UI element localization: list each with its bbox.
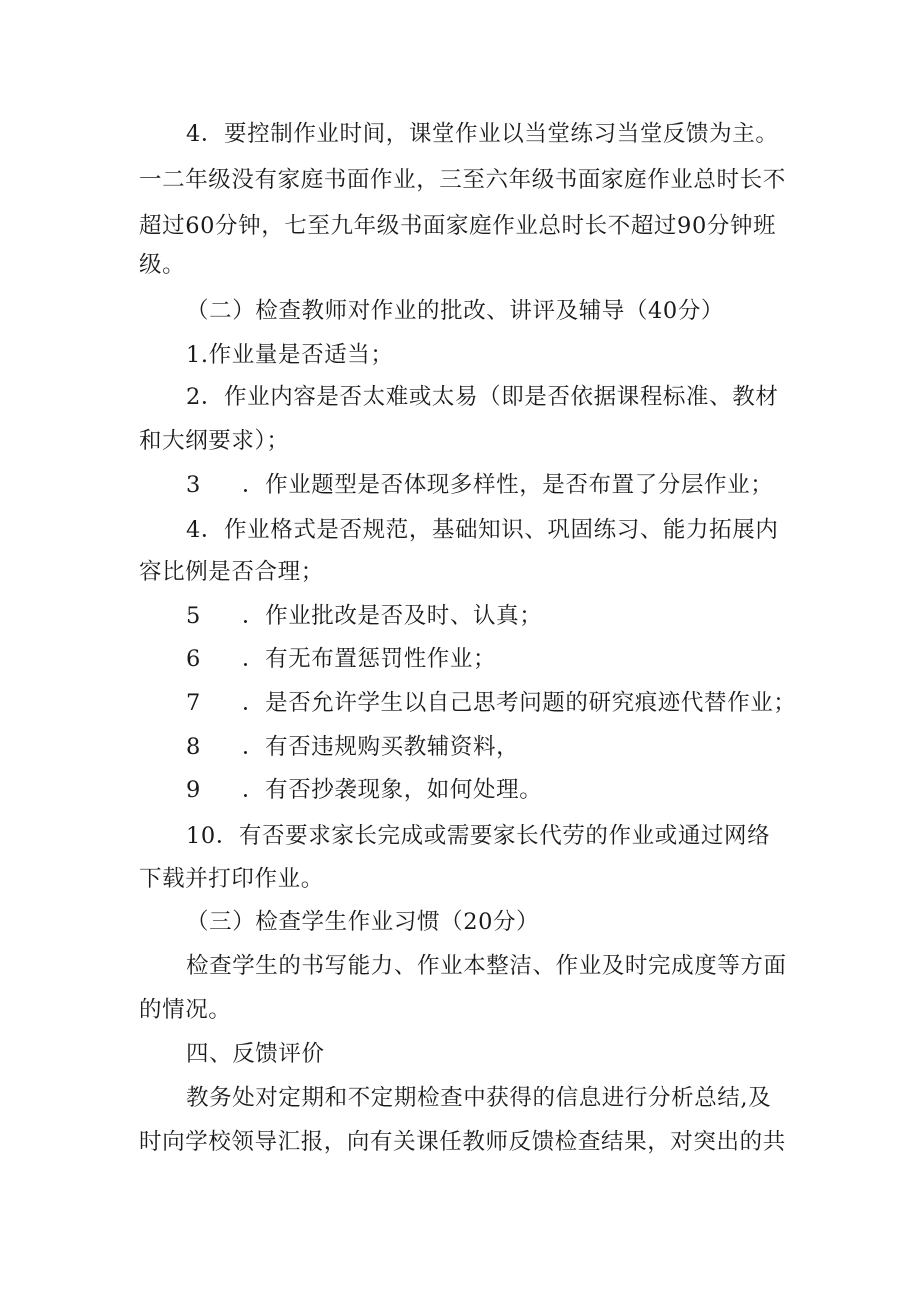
- section2-item3: [186, 470, 773, 500]
- item-text: ．作业题型是否体现多样性，是否布置了分层作业；: [242, 472, 774, 498]
- section2-item4-line1: 4．作业格式是否规范，基础知识、巩固练习、能力拓展内: [186, 517, 779, 543]
- section3-paragraph-line2: 的情况。: [139, 997, 232, 1023]
- section4-paragraph-line2: 时向学校领导汇报，向有关课任教师反馈检查结果，对突出的共: [139, 1129, 786, 1155]
- section2-item9: [186, 775, 542, 805]
- item4-line1: 4．要控制作业时间，课堂作业以当堂练习当堂反馈为主。: [186, 121, 779, 147]
- section2-heading: （二）检查教师对作业的批改、讲评及辅导（40分）: [186, 298, 725, 324]
- section2-item2-line2: 和大纲要求）；: [139, 428, 290, 454]
- section2-item4-line2: 容比例是否合理；: [139, 559, 324, 585]
- item-number: 6: [186, 646, 201, 672]
- item-text: ．有无布置惩罚性作业；: [242, 646, 497, 672]
- section2-item8: [186, 732, 519, 762]
- section2-item6: [186, 644, 496, 674]
- item-number: 3: [186, 472, 201, 498]
- section2-item5: [186, 601, 542, 631]
- item-number: 9: [186, 777, 201, 803]
- section2-item7: [186, 688, 796, 718]
- item-text: ．有否抄袭现象，如何处理。: [242, 777, 543, 803]
- item4-line4: 级。: [139, 252, 186, 278]
- section2-item10-line2: 下载并打印作业。: [139, 866, 324, 892]
- section4-paragraph-line1: 教务处对定期和不定期检查中获得的信息进行分析总结,及: [186, 1085, 772, 1111]
- item-text: ．作业批改是否及时、认真；: [242, 603, 543, 629]
- section4-heading: 四、反馈评价: [186, 1041, 325, 1067]
- section3-heading: （三）检查学生作业习惯（20分）: [186, 909, 540, 935]
- section3-paragraph-line1: 检查学生的书写能力、作业本整洁、作业及时完成度等方面: [186, 953, 787, 979]
- item-number: 5: [186, 603, 201, 629]
- item-number: 8: [186, 734, 201, 760]
- item-number: 7: [186, 690, 201, 716]
- item4-line2: 一二年级没有家庭书面作业，三至六年级书面家庭作业总时长不: [139, 167, 786, 193]
- section2-item10-line1: 10．有否要求家长完成或需要家长代劳的作业或通过网络: [186, 823, 771, 849]
- item4-line3: 超过60分钟，七至九年级书面家庭作业总时长不超过90分钟班: [139, 213, 777, 239]
- item-text: ．是否允许学生以自己思考问题的研究痕迹代替作业；: [242, 690, 797, 716]
- item-text: ．有否违规购买教辅资料，: [242, 734, 520, 760]
- section2-item1: 1.作业量是否适当；: [186, 342, 394, 368]
- section2-item2-line1: 2．作业内容是否太难或太易（即是否依据课程标准、教材: [186, 384, 779, 410]
